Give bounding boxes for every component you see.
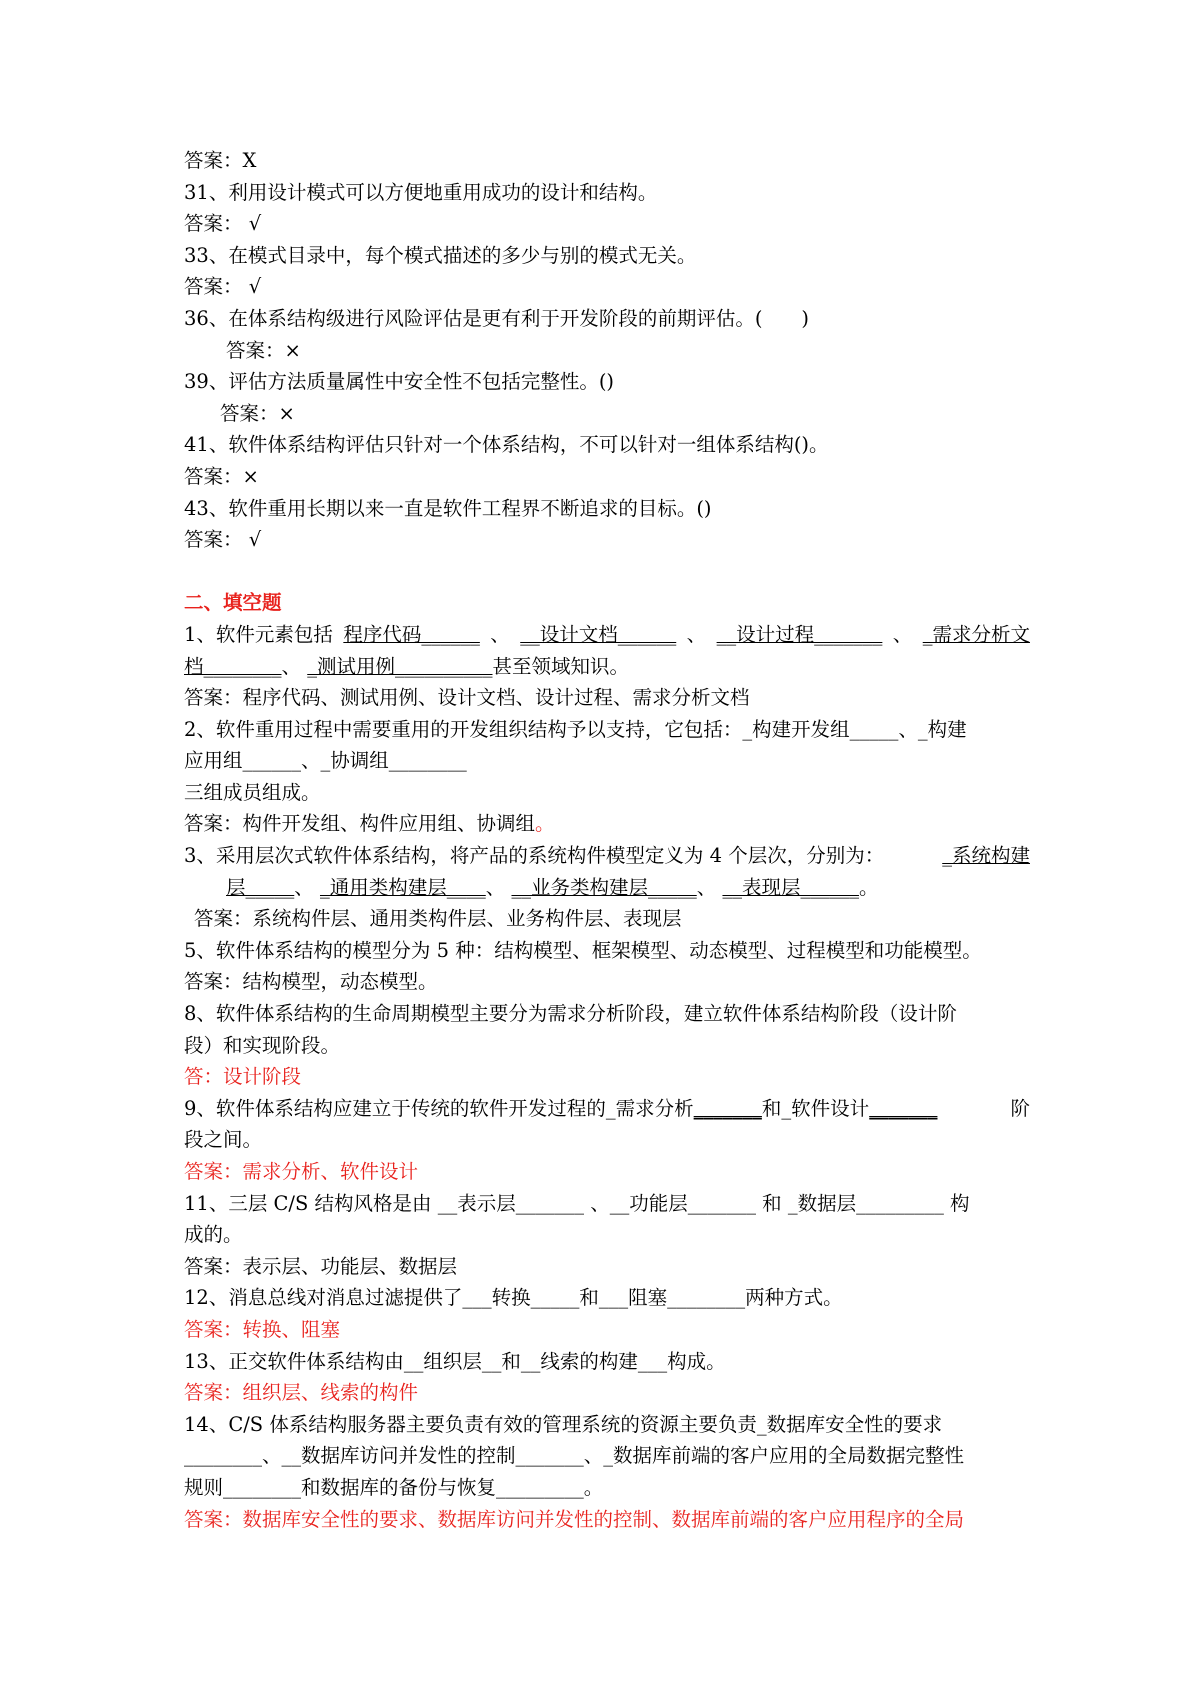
blank-answer: __设计文档______ [520, 622, 677, 646]
question-line: 43、软件重用长期以来一直是软件工程界不断追求的目标。() [184, 496, 712, 520]
question-line: 5、软件体系结构的模型分为 5 种：结构模型、框架模型、动态模型、过程模型和功能模型。 [184, 938, 982, 962]
question-line [184, 1093, 1030, 1125]
separator: 、 [696, 875, 717, 899]
blank-answer: 层_____ [226, 875, 295, 899]
answer-line: 答案：结构模型，动态模型。 [184, 970, 438, 994]
blank-answer: _______ [869, 1096, 938, 1120]
separator: 、 [294, 875, 314, 899]
answer-line: 答案： √ [184, 528, 262, 552]
question-line: 应用组______、_协调组________ [184, 749, 467, 773]
section-spacer [184, 556, 1030, 588]
blank-answer: __设计过程_______ [716, 622, 883, 646]
question-line: ________、__数据库访问并发性的控制_______、_数据库前端的客户应用的全局数据完整性 [184, 1444, 965, 1468]
answer-line: 答案： √ [184, 212, 262, 236]
question-line [184, 651, 1030, 683]
separator: 、 [490, 622, 510, 646]
question-line: 8、软件体系结构的生命周期模型主要分为需求分析阶段，建立软件体系结构阶段（设计阶 [184, 1002, 957, 1026]
blank-answer: __表现层______ [722, 875, 859, 899]
question-line [184, 840, 1030, 872]
question-line: 11、三层 C/S 结构风格是由 __表示层_______ 、__功能层_______ 和 _数据层_________ 构 [184, 1191, 970, 1215]
answer-line: 答案： √ [184, 275, 262, 299]
answer-line: 答案：× [226, 338, 301, 362]
question-line: 段之间。 [184, 1128, 263, 1152]
question-line [184, 619, 1030, 651]
answer-line: 答案：程序代码、测试用例、设计文档、设计过程、需求分析文档 [184, 686, 750, 710]
answer-line: 答案：× [184, 464, 259, 488]
blank-answer: _测试用例__________ [307, 654, 493, 678]
section-heading: 二、填空题 [184, 591, 282, 615]
answer-line: 答案：表示层、功能层、数据层 [184, 1254, 458, 1278]
answer-line: 答案：需求分析、软件设计 [184, 1160, 419, 1183]
separator: 、 [281, 654, 302, 678]
question-line: 39、评估方法质量属性中安全性不包括完整性。() [184, 370, 615, 394]
question-line: 12、消息总线对消息过滤提供了___转换_____和___阻塞________两种方式。 [184, 1286, 843, 1310]
question-text: 3、采用层次式软件体系结构，将产品的系统构件模型定义为 4 个层次，分别为： [184, 844, 885, 868]
blank-answer: 档________ [184, 654, 282, 678]
blank-answer: _通用类构建层____ [319, 875, 486, 899]
question-line [184, 872, 1030, 904]
question-text: 9、软件体系结构应建立于传统的软件开发过程的_需求分析_______和_软件设计_______ [184, 1096, 938, 1120]
answer-line: 答案：系统构件层、通用类构件层、业务构件层、表现层 [194, 907, 682, 931]
question-line: 36、在体系结构级进行风险评估是更有利于开发阶段的前期评估。( ) [184, 306, 810, 330]
question-line: 段）和实现阶段。 [184, 1033, 341, 1057]
question-line: 规则________和数据库的备份与恢复_________。 [184, 1475, 604, 1499]
question-text: 阶 [1010, 1096, 1030, 1120]
blank-answer: _需求分析文 [922, 622, 1030, 646]
question-line: 41、软件体系结构评估只针对一个体系结构，不可以针对一组体系结构()。 [184, 433, 829, 457]
answer-line: 答案：X [184, 149, 257, 172]
separator: 、 [892, 622, 913, 646]
answer-line: 答案：组织层、线索的构件 [184, 1381, 419, 1405]
question-text: 甚至领域知识。 [492, 654, 630, 678]
answer-line: 答案：× [220, 401, 295, 425]
separator: 、 [686, 622, 707, 646]
answer-line [184, 808, 1030, 840]
answer-line: 答：设计阶段 [184, 1065, 302, 1089]
blank-answer: 程序代码______ [343, 622, 480, 646]
answer-text: 答案：构件开发组、构件应用组、协调组 [184, 812, 536, 836]
blank-answer: _______ [693, 1096, 762, 1120]
blank-answer: _系统构建 [942, 844, 1030, 868]
document-page [184, 145, 1030, 1535]
question-line: 13、正交软件体系结构由__组织层__和__线索的构建___构成。 [184, 1349, 726, 1373]
answer-punctuation: 。 [535, 812, 555, 836]
separator: 、 [485, 875, 506, 899]
question-line: 14、C/S 体系结构服务器主要负责有效的管理系统的资源主要负责_数据库安全性的要求 [184, 1412, 943, 1436]
question-text: 1、软件元素包括 [184, 622, 333, 646]
separator: 。 [858, 875, 879, 899]
question-line: 成的。 [184, 1223, 243, 1247]
answer-line: 答案：转换、阻塞 [184, 1317, 341, 1341]
question-line: 31、利用设计模式可以方便地重用成功的设计和结构。 [184, 180, 658, 204]
blank-answer: __业务类构建层_____ [511, 875, 697, 899]
question-line: 2、软件重用过程中需要重用的开发组织结构予以支持，它包括：_构建开发组_____、_构建 [184, 717, 967, 741]
question-line: 33、在模式目录中，每个模式描述的多少与别的模式无关。 [184, 243, 697, 267]
question-line: 三组成员组成。 [184, 780, 321, 804]
answer-line: 答案：数据库安全性的要求、数据库访问并发性的控制、数据库前端的客户应用程序的全局 [184, 1507, 965, 1531]
